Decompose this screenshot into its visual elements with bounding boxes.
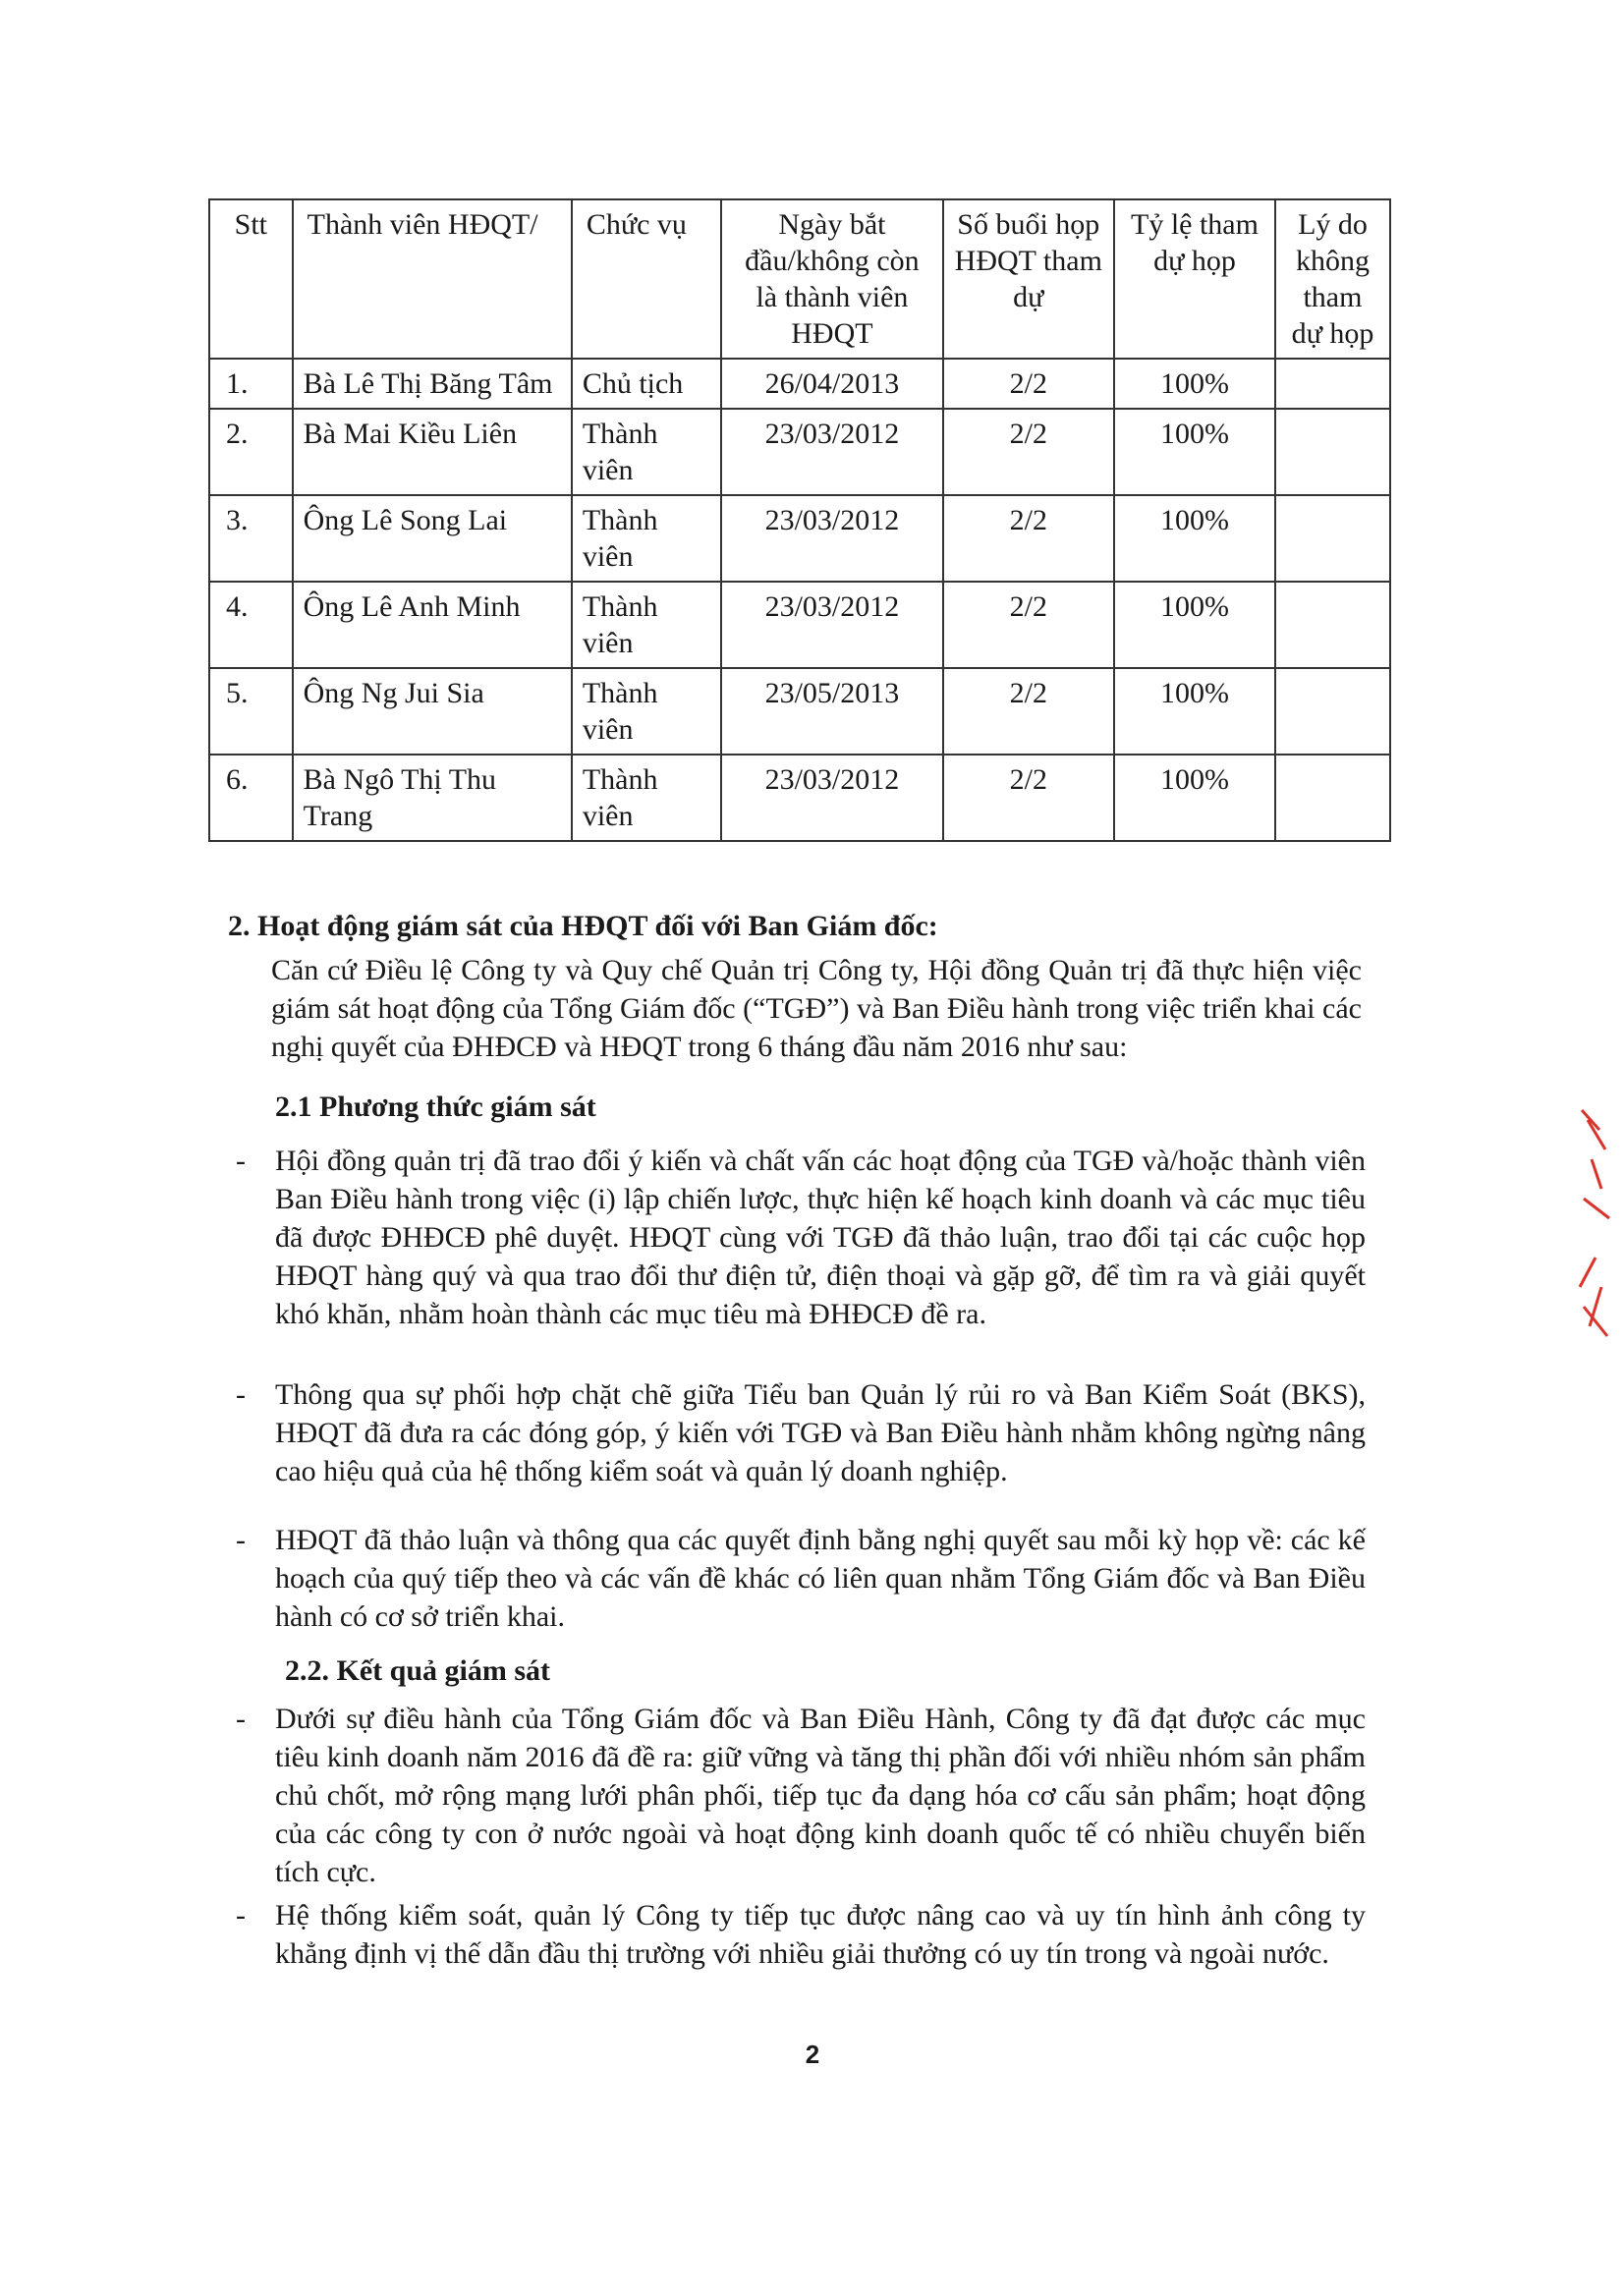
cell-stt: 5. [209, 668, 293, 755]
cell-stt: 2. [209, 409, 293, 495]
cell-name: Bà Mai Kiều Liên [293, 409, 572, 495]
cell-role: Thành viên [572, 582, 721, 668]
cell-stt: 6. [209, 755, 293, 841]
bullet-text: Thông qua sự phối hợp chặt chẽ giữa Tiểu ban Quản lý rủi ro và Ban Kiểm Soát (BKS), HĐQT đã đưa ra các đóng góp, ý kiến với TGĐ và Ban Điều hành nhằm không ngừng nâng cao hiệu quả của hệ thống kiểm soát và quản lý doanh nghiệp. [275, 1378, 1366, 1487]
board-members-table [208, 198, 1391, 842]
cell-reason [1275, 495, 1390, 582]
cell-reason [1275, 755, 1390, 841]
page-number: 2 [805, 2040, 820, 2069]
bullet-dash: - [236, 1703, 246, 1735]
bullet-text: Hệ thống kiểm soát, quản lý Công ty tiếp tục được nâng cao và uy tín hình ảnh công ty khẳng định vị thế dẫn đầu thị trường với nhiều giải thưởng có uy tín trong và ngoài nước. [275, 1899, 1366, 1970]
cell-stt: 4. [209, 582, 293, 668]
cell-rate: 100% [1114, 495, 1275, 582]
cell-name: Ông Lê Song Lai [293, 495, 572, 582]
cell-role: Thành viên [572, 495, 721, 582]
header-stt: Stt [209, 199, 293, 359]
bullet-text: HĐQT đã thảo luận và thông qua các quyết định bằng nghị quyết sau mỗi kỳ họp về: các kế hoạch của quý tiếp theo và các vấn đề khác có liên quan nhằm Tổng Giám đốc và Ban Điều hành có cơ sở triển khai. [275, 1524, 1366, 1633]
bullet-dash: - [236, 1378, 246, 1411]
table-row [209, 495, 1390, 582]
table-row [209, 359, 1390, 409]
header-reason: Lý do không tham dự họp [1275, 199, 1390, 359]
stamp-mark-icon [1562, 1091, 1621, 1356]
list-item [236, 1375, 1366, 1490]
cell-sessions: 2/2 [943, 668, 1114, 755]
table-row [209, 409, 1390, 495]
cell-stt: 1. [209, 359, 293, 409]
cell-date: 23/05/2013 [721, 668, 942, 755]
list-item [236, 1521, 1366, 1636]
cell-rate: 100% [1114, 359, 1275, 409]
cell-sessions: 2/2 [943, 359, 1114, 409]
cell-sessions: 2/2 [943, 409, 1114, 495]
cell-date: 23/03/2012 [721, 755, 942, 841]
cell-name: Ông Lê Anh Minh [293, 582, 572, 668]
header-member: Thành viên HĐQT/ [293, 199, 572, 359]
cell-rate: 100% [1114, 582, 1275, 668]
cell-role: Thành viên [572, 755, 721, 841]
header-role: Chức vụ [572, 199, 721, 359]
cell-date: 23/03/2012 [721, 582, 942, 668]
list-item [236, 1700, 1366, 1891]
header-date: Ngày bắt đầu/không còn là thành viên HĐQT [721, 199, 942, 359]
cell-reason [1275, 409, 1390, 495]
cell-date: 23/03/2012 [721, 409, 942, 495]
cell-name: Ông Ng Jui Sia [293, 668, 572, 755]
section-heading: 2. Hoạt động giám sát của HĐQT đối với Ban Giám đốc: [228, 910, 938, 942]
cell-rate: 100% [1114, 755, 1275, 841]
table-header-row [209, 199, 1390, 359]
header-sessions: Số buổi họp HĐQT tham dự [943, 199, 1114, 359]
cell-sessions: 2/2 [943, 755, 1114, 841]
table-row [209, 668, 1390, 755]
table-row [209, 755, 1390, 841]
cell-role: Thành viên [572, 409, 721, 495]
cell-sessions: 2/2 [943, 582, 1114, 668]
cell-reason [1275, 668, 1390, 755]
cell-reason [1275, 359, 1390, 409]
subsection-heading-results: 2.2. Kết quả giám sát [285, 1654, 550, 1687]
bullet-dash: - [236, 1524, 246, 1556]
list-item [236, 1896, 1366, 1973]
bullet-text: Hội đồng quản trị đã trao đổi ý kiến và chất vấn các hoạt động của TGĐ và/hoặc thành viên Ban Điều hành trong việc (i) lập chiến lược, thực hiện kế hoạch kinh doanh và các mục tiêu đã được ĐHĐCĐ phê duyệt. HĐQT cùng với TGĐ đã thảo luận, trao đổi tại các cuộc họp HĐQT hàng quý và qua trao đổi thư điện tử, điện thoại và gặp gỡ, để tìm ra và giải quyết khó khăn, nhằm hoàn thành các mục tiêu mà ĐHĐCĐ đề ra. [275, 1145, 1366, 1330]
table-row [209, 582, 1390, 668]
bullet-dash: - [236, 1899, 246, 1931]
cell-stt: 3. [209, 495, 293, 582]
cell-role: Thành viên [572, 668, 721, 755]
cell-reason [1275, 582, 1390, 668]
bullet-dash: - [236, 1145, 246, 1177]
cell-rate: 100% [1114, 668, 1275, 755]
cell-name: Bà Lê Thị Băng Tâm [293, 359, 572, 409]
subsection-heading-methods: 2.1 Phương thức giám sát [275, 1091, 596, 1123]
cell-sessions: 2/2 [943, 495, 1114, 582]
cell-date: 26/04/2013 [721, 359, 942, 409]
section-intro-paragraph: Căn cứ Điều lệ Công ty và Quy chế Quản trị Công ty, Hội đồng Quản trị đã thực hiện việc giám sát hoạt động của Tổng Giám đốc (“TGĐ”) và Ban Điều hành trong việc triển khai các nghị quyết của ĐHĐCĐ và HĐQT trong 6 tháng đầu năm 2016 như sau: [271, 954, 1362, 1063]
cell-name: Bà Ngô Thị Thu Trang [293, 755, 572, 841]
header-rate: Tỷ lệ tham dự họp [1114, 199, 1275, 359]
bullet-text: Dưới sự điều hành của Tổng Giám đốc và Ban Điều Hành, Công ty đã đạt được các mục tiêu kinh doanh năm 2016 đã đề ra: giữ vững và tăng thị phần đối với nhiều nhóm sản phẩm chủ chốt, mở rộng mạng lưới phân phối, tiếp tục đa dạng hóa cơ cấu sản phẩm; hoạt động của các công ty con ở nước ngoài và hoạt động kinh doanh quốc tế có nhiều chuyển biến tích cực. [275, 1703, 1366, 1888]
cell-rate: 100% [1114, 409, 1275, 495]
cell-role: Chủ tịch [572, 359, 721, 409]
list-item [236, 1142, 1366, 1333]
cell-date: 23/03/2012 [721, 495, 942, 582]
